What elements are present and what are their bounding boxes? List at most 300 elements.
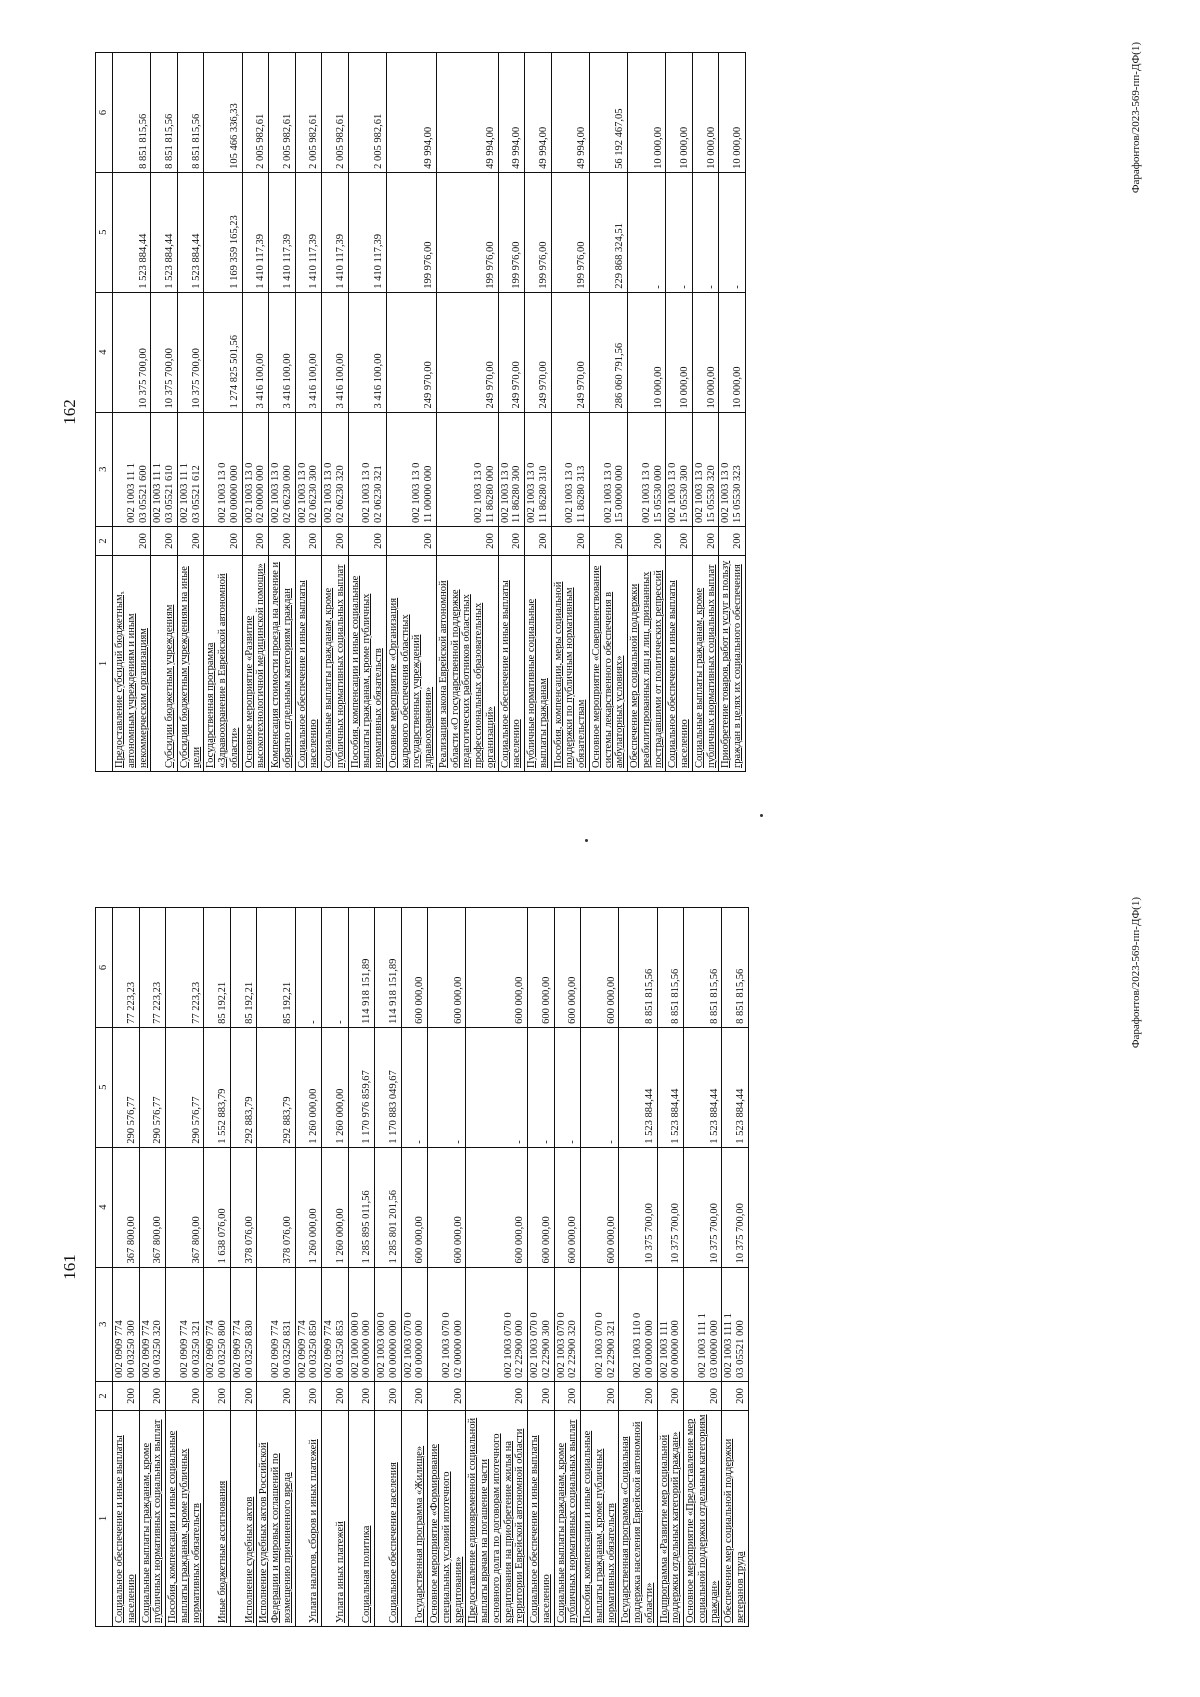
row-code-cell: 200	[436, 527, 498, 556]
row-amount-col4: 600 000,00	[554, 1147, 581, 1267]
row-amount-col5: 292 883,79	[257, 1027, 295, 1147]
table-row	[113, 53, 151, 772]
row-code-cell: 200	[151, 527, 178, 556]
row-code-cell: 200	[139, 1382, 166, 1411]
row-name-cell	[242, 555, 269, 771]
row-kbk-cell: 002 1003 13 0 15 05530 000	[628, 412, 666, 526]
table-row	[166, 908, 204, 1627]
row-amount-col4: 10 000,00	[666, 292, 693, 412]
row-amount-col5: 1 523 884,44	[684, 1027, 722, 1147]
row-name-text: Субсидии бюджетным учреждениям	[164, 604, 175, 768]
table-row	[554, 908, 581, 1627]
row-amount-col5: 1 410 117,39	[348, 172, 386, 292]
row-name-text: Социальные выплаты гражданам, кроме публичных нормативных социальных выплат	[555, 1419, 579, 1623]
row-name-cell	[348, 555, 386, 771]
row-amount-col4: 10 375 700,00	[657, 1147, 684, 1267]
table-row	[684, 908, 722, 1627]
row-name-text: Социальная политика	[361, 1525, 373, 1623]
row-name-text: Социальное обеспечение и иные выплаты населению	[499, 580, 523, 768]
row-kbk-cell: 002 1003 13 0 15 05530 320	[692, 412, 719, 526]
table-row	[295, 908, 322, 1627]
row-amount-col6: 85 192,21	[204, 908, 231, 1028]
row-kbk-cell: 002 0909 774 00 03250 853	[322, 1267, 349, 1381]
row-amount-col5: 199 976,00	[436, 172, 498, 292]
row-amount-col6: 2 005 982,61	[295, 53, 322, 173]
row-name-text: Предоставление субсидий бюджетным, автономным учреждениям и иным некоммерческим организациям	[114, 591, 149, 768]
row-amount-col5: 1 523 884,44	[151, 172, 178, 292]
row-amount-col5: -	[554, 1027, 581, 1147]
row-amount-col6: 2 005 982,61	[242, 53, 269, 173]
scan-speck	[760, 814, 763, 817]
page-number: 162	[60, 399, 79, 425]
row-name-text: Уплата иных платежей	[334, 1521, 346, 1623]
row-kbk-cell: 002 0909 774 00 03250 320	[139, 1267, 166, 1381]
row-name-cell	[628, 555, 666, 771]
row-amount-col4: 3 416 100,00	[242, 292, 269, 412]
table-row	[242, 53, 269, 772]
row-name-cell	[295, 555, 322, 771]
col-header-1: 1	[96, 1410, 113, 1626]
table-row	[257, 908, 295, 1627]
row-name-text: Обеспечение мер социальной поддержки ветеранов труда	[723, 1438, 746, 1623]
row-name-cell	[386, 555, 436, 771]
table-row	[436, 53, 498, 772]
row-name-cell	[657, 1410, 684, 1626]
row-name-cell	[139, 1410, 166, 1626]
row-amount-col5: -	[466, 1027, 528, 1147]
row-name-text: Основное мероприятие «Предоставление мер социальной поддержки отдельным категориям граждан»	[685, 1414, 720, 1623]
row-code-cell: 200	[401, 1382, 428, 1411]
row-amount-col6: 10 000,00	[692, 53, 719, 173]
row-amount-col6: 49 994,00	[551, 53, 589, 173]
table-row	[589, 53, 627, 772]
row-name-cell	[113, 1410, 140, 1626]
row-kbk-cell: 002 1003 13 0 02 06230 300	[295, 412, 322, 526]
table-row	[151, 53, 178, 772]
row-name-text: Социальное обеспечение населения	[387, 1462, 399, 1623]
row-code-cell: 200	[684, 1382, 722, 1411]
row-kbk-cell: 002 1003 13 0 15 05530 300	[666, 412, 693, 526]
row-code-cell: 200	[525, 527, 552, 556]
table-row	[719, 53, 746, 772]
row-amount-col4: 1 260 000,00	[322, 1147, 349, 1267]
table-row	[401, 908, 428, 1627]
row-name-cell	[257, 1410, 295, 1626]
table-row	[551, 53, 589, 772]
row-amount-col4: 249 970,00	[436, 292, 498, 412]
row-kbk-cell: 002 1003 111 00 00000 000	[657, 1267, 684, 1381]
row-amount-col4: 600 000,00	[528, 1147, 555, 1267]
col-header-4: 4	[96, 1147, 113, 1267]
row-name-cell	[684, 1410, 722, 1626]
row-code-cell: 200	[166, 1382, 204, 1411]
row-code-cell: 200	[113, 1382, 140, 1411]
row-amount-col6: -	[322, 908, 349, 1028]
row-amount-col5: 1 169 359 165,23	[204, 172, 242, 292]
table-row	[657, 908, 684, 1627]
row-amount-col4: 10 375 700,00	[684, 1147, 722, 1267]
row-name-text: Основное мероприятие «Совершенствование системы лекарственного обеспечения в амбулаторных условиях»	[590, 565, 626, 768]
table-row	[204, 908, 231, 1627]
row-name-cell	[295, 1410, 322, 1626]
row-name-cell	[525, 555, 552, 771]
row-code-cell: 200	[348, 1382, 375, 1411]
row-amount-col6: 10 000,00	[719, 53, 746, 173]
row-amount-col5: 1 410 117,39	[295, 172, 322, 292]
row-name-cell	[692, 555, 719, 771]
row-kbk-cell: 002 1003 070 0 02 22900 320	[554, 1267, 581, 1381]
row-code-cell: 200	[269, 527, 296, 556]
row-code-cell: 200	[428, 1382, 466, 1411]
row-name-text: Социальное обеспечение и иные выплаты населению	[114, 1435, 137, 1623]
table-row	[692, 53, 719, 772]
row-amount-col4: 3 416 100,00	[295, 292, 322, 412]
col-header-6: 6	[96, 908, 113, 1028]
row-amount-col4: 10 375 700,00	[113, 292, 151, 412]
table-row	[322, 53, 349, 772]
row-amount-col4: 367 800,00	[166, 1147, 204, 1267]
row-amount-col6: 2 005 982,61	[348, 53, 386, 173]
column-header-row	[96, 908, 113, 1627]
row-amount-col6: 8 851 815,56	[151, 53, 178, 173]
row-kbk-cell: 002 1003 13 0 11 00000 000	[386, 412, 436, 526]
row-code-cell: 200	[722, 1382, 749, 1411]
row-kbk-cell: 002 0909 774 00 03250 321	[166, 1267, 204, 1381]
row-name-cell	[177, 555, 204, 771]
table-row	[525, 53, 552, 772]
table-row	[386, 53, 436, 772]
row-name-text: Социальные выплаты гражданам, кроме публичных нормативных социальных выплат	[323, 564, 346, 768]
row-amount-col4: 600 000,00	[466, 1147, 528, 1267]
row-code-cell: 200	[692, 527, 719, 556]
page-162	[0, 12, 1200, 812]
row-amount-col6: 85 192,21	[230, 908, 257, 1028]
row-kbk-cell: 002 1003 070 0 02 22900 000	[466, 1267, 528, 1381]
table-row	[581, 908, 619, 1627]
row-name-text: Основное мероприятие «Развитие высокотехнологичной медицинской помощи»	[243, 563, 267, 768]
table-row	[295, 53, 322, 772]
row-amount-col6: 56 192 467,05	[589, 53, 627, 173]
row-amount-col4: 378 076,00	[230, 1147, 257, 1267]
row-code-cell: 200	[554, 1382, 581, 1411]
row-amount-col4: 249 970,00	[525, 292, 552, 412]
row-code-cell: 200	[204, 527, 242, 556]
row-amount-col6: 85 192,21	[257, 908, 295, 1028]
table-row	[139, 908, 166, 1627]
row-amount-col6: 600 000,00	[466, 908, 528, 1028]
row-name-text: Исполнение судебных актов Российской Федерации и мировых соглашений по возмещению причиненного вреда	[258, 1442, 293, 1623]
row-name-text: Основное мероприятие «Формирование специальных условий ипотечного кредитования»	[429, 1444, 464, 1623]
row-name-text: Реализация закона Еврейской автономной области «О государственной поддержке педагогических работников областных профессиональных образовательных организаций»	[437, 580, 496, 768]
table-row	[113, 908, 140, 1627]
row-amount-col4: 1 638 076,00	[204, 1147, 231, 1267]
col-header-3: 3	[96, 1267, 113, 1381]
col-header-1: 1	[96, 555, 113, 771]
row-amount-col4: 10 000,00	[692, 292, 719, 412]
row-name-text: Уплата налогов, сборов и иных платежей	[308, 1439, 320, 1623]
row-name-text: Публичные нормативные социальные выплаты гражданам	[526, 598, 549, 768]
row-name-text: Социальное обеспечение и иные выплаты населению	[529, 1435, 552, 1623]
row-amount-col6: 2 005 982,61	[269, 53, 296, 173]
row-name-text: Социальное обеспечение и иные выплаты населению	[667, 580, 690, 768]
row-name-text: Предоставление единовременной социальной выплаты врачам на погашение части основного долга по договорам ипотечного кредитования на приобретение жилья на территории Еврейской автономной области	[467, 1417, 526, 1623]
row-amount-col5: 199 976,00	[525, 172, 552, 292]
table-row	[177, 53, 204, 772]
row-amount-col6: 10 000,00	[666, 53, 693, 173]
row-name-cell	[619, 1410, 657, 1626]
row-code-cell: 200	[375, 1382, 402, 1411]
row-amount-col5: 199 976,00	[551, 172, 589, 292]
row-kbk-cell: 002 1003 13 0 11 86280 300	[498, 412, 525, 526]
row-name-text: Исполнение судебных актов	[243, 1496, 255, 1623]
row-name-text: Приобретение товаров, работ и услуг в пользу граждан в целях их социального обеспечения	[720, 560, 743, 768]
table-row	[498, 53, 525, 772]
row-amount-col6: 8 851 815,56	[722, 908, 749, 1028]
row-amount-col5: -	[628, 172, 666, 292]
row-name-cell	[498, 555, 525, 771]
row-amount-col5: 1 260 000,00	[295, 1027, 322, 1147]
row-amount-col6: 49 994,00	[436, 53, 498, 173]
row-amount-col6: 8 851 815,56	[684, 908, 722, 1028]
row-amount-col4: 1 260 000,00	[295, 1147, 322, 1267]
row-kbk-cell: 002 1003 11 1 03 05521 610	[151, 412, 178, 526]
row-kbk-cell: 002 1003 070 0 02 22900 300	[528, 1267, 555, 1381]
row-name-text: Пособия, компенсации и иные социальные выплаты гражданам, кроме публичных нормативных обязательств	[582, 1430, 617, 1623]
row-amount-col4: 378 076,00	[257, 1147, 295, 1267]
col-header-3: 3	[96, 412, 113, 526]
row-amount-col4: 600 000,00	[401, 1147, 428, 1267]
row-amount-col4: 367 800,00	[113, 1147, 140, 1267]
table-row	[619, 908, 657, 1627]
table-body	[113, 908, 749, 1627]
table-row	[269, 53, 296, 772]
row-amount-col5: 199 976,00	[498, 172, 525, 292]
table-row	[204, 53, 242, 772]
row-amount-col5: 290 576,77	[166, 1027, 204, 1147]
footer-code: Фарафонтов/2023-569-пп-ДФ(1)	[1130, 42, 1142, 194]
table-row	[348, 53, 386, 772]
row-code-cell: 200	[619, 1382, 657, 1411]
row-amount-col5: 1 523 884,44	[657, 1027, 684, 1147]
table-row	[666, 53, 693, 772]
row-kbk-cell: 002 1003 111 1 03 05521 000	[722, 1267, 749, 1381]
row-amount-col4: 249 970,00	[498, 292, 525, 412]
row-amount-col5: -	[581, 1027, 619, 1147]
row-code-cell: 200	[719, 527, 746, 556]
row-amount-col6: 49 994,00	[386, 53, 436, 173]
row-kbk-cell: 002 1003 111 1 03 00000 000	[684, 1267, 722, 1381]
scan-speck	[585, 839, 588, 842]
row-kbk-cell: 002 1003 13 0 02 00000 000	[242, 412, 269, 526]
row-amount-col5: 1 552 883,79	[204, 1027, 231, 1147]
table-row	[628, 53, 666, 772]
row-amount-col4: 10 000,00	[628, 292, 666, 412]
row-amount-col6: 77 223,23	[139, 908, 166, 1028]
row-name-cell	[722, 1410, 749, 1626]
row-amount-col6: 77 223,23	[113, 908, 140, 1028]
row-code-cell: 200	[322, 527, 349, 556]
row-code-cell: 200	[113, 527, 151, 556]
row-amount-col4: 249 970,00	[551, 292, 589, 412]
row-name-text: Государственная программа «Жилище»	[414, 1445, 426, 1623]
row-name-text: Компенсация стоимости проезда на лечение и обратно отдельным категориям граждан	[270, 561, 293, 768]
row-amount-col4: 1 285 895 011,56	[348, 1147, 375, 1267]
row-amount-col6: 10 000,00	[628, 53, 666, 173]
row-amount-col6: 49 994,00	[498, 53, 525, 173]
table-body	[113, 53, 746, 772]
row-kbk-cell: 002 0909 774 00 03250 800	[204, 1267, 231, 1381]
row-name-text: Государственная программа «Здравоохранение в Еврейской автономной области»	[205, 573, 240, 768]
row-name-cell	[428, 1410, 466, 1626]
row-amount-col6: 600 000,00	[554, 908, 581, 1028]
table-row	[230, 908, 257, 1627]
row-name-cell	[113, 555, 151, 771]
footer-code: Фарафонтов/2023-569-пп-ДФ(1)	[1130, 897, 1142, 1049]
row-amount-col4: 10 000,00	[719, 292, 746, 412]
row-amount-col6: 49 994,00	[525, 53, 552, 173]
row-amount-col6: 600 000,00	[401, 908, 428, 1028]
row-kbk-cell: 002 1003 13 0 02 06230 000	[269, 412, 296, 526]
row-name-cell	[204, 555, 242, 771]
row-amount-col5: 292 883,79	[230, 1027, 257, 1147]
row-kbk-cell: 002 1003 13 0 15 05530 323	[719, 412, 746, 526]
table-row	[375, 908, 402, 1627]
row-amount-col6: 114 918 151,89	[375, 908, 402, 1028]
row-amount-col5: -	[401, 1027, 428, 1147]
row-name-cell	[466, 1410, 528, 1626]
row-amount-col4: 600 000,00	[581, 1147, 619, 1267]
row-code-cell: 200	[666, 527, 693, 556]
table-row	[322, 908, 349, 1627]
row-code-cell: 200	[204, 1382, 231, 1411]
row-amount-col4: 1 274 825 501,56	[204, 292, 242, 412]
row-code-cell: 200	[257, 1382, 295, 1411]
row-amount-col5: -	[528, 1027, 555, 1147]
row-amount-col5: 199 976,00	[386, 172, 436, 292]
budget-table	[95, 907, 749, 1627]
row-name-cell	[151, 555, 178, 771]
row-amount-col6: 8 851 815,56	[177, 53, 204, 173]
row-kbk-cell: 002 1003 110 0 00 00000 000	[619, 1267, 657, 1381]
row-amount-col4: 3 416 100,00	[322, 292, 349, 412]
row-name-text: Иные бюджетные ассигнования	[217, 1480, 228, 1623]
row-name-text: Социальное обеспечение и иные выплаты населению	[296, 580, 320, 768]
row-amount-col5: 1 523 884,44	[177, 172, 204, 292]
row-kbk-cell: 002 1003 13 0 15 00000 000	[589, 412, 627, 526]
row-amount-col4: 249 970,00	[386, 292, 436, 412]
row-name-cell	[554, 1410, 581, 1626]
row-name-cell	[322, 555, 349, 771]
row-code-cell: 200	[551, 527, 589, 556]
row-amount-col5: 290 576,77	[139, 1027, 166, 1147]
row-code-cell: 200	[581, 1382, 619, 1411]
row-name-cell	[436, 555, 498, 771]
row-kbk-cell: 002 1003 13 0 02 06230 320	[322, 412, 349, 526]
row-kbk-cell: 002 0909 774 00 03250 300	[113, 1267, 140, 1381]
col-header-2: 2	[96, 527, 113, 556]
row-name-cell	[375, 1410, 402, 1626]
row-kbk-cell: 002 1003 11 1 03 05521 612	[177, 412, 204, 526]
row-kbk-cell: 002 1003 070 0 00 00000 000	[401, 1267, 428, 1381]
row-name-cell	[322, 1410, 349, 1626]
table-row	[348, 908, 375, 1627]
row-code-cell: 200	[230, 1382, 257, 1411]
row-name-text: Пособия, компенсации, меры социальной поддержки по публичным нормативным обязательствам	[552, 581, 587, 768]
row-name-cell	[719, 555, 746, 771]
row-amount-col6: 8 851 815,56	[657, 908, 684, 1028]
row-amount-col5: 290 576,77	[113, 1027, 140, 1147]
page-number: 161	[60, 1254, 79, 1280]
row-kbk-cell: 002 1003 13 0 11 86280 310	[525, 412, 552, 526]
row-amount-col6: 105 466 336,33	[204, 53, 242, 173]
row-amount-col4: 3 416 100,00	[269, 292, 296, 412]
row-kbk-cell: 002 0909 774 00 03250 850	[295, 1267, 322, 1381]
col-header-5: 5	[96, 1027, 113, 1147]
row-kbk-cell: 002 1003 11 1 03 05521 600	[113, 412, 151, 526]
row-amount-col4: 286 060 791,56	[589, 292, 627, 412]
row-amount-col5: 229 868 324,51	[589, 172, 627, 292]
row-name-text: Подпрограмма «Развитие мер социальной поддержки отдельных категорий граждан»	[658, 1431, 682, 1623]
row-name-cell	[666, 555, 693, 771]
row-amount-col5: 1 523 884,44	[619, 1027, 657, 1147]
row-name-text: Субсидии бюджетным учреждениям на иные цели	[178, 566, 202, 768]
row-amount-col6: 114 918 151,89	[348, 908, 375, 1028]
row-name-cell	[166, 1410, 204, 1626]
row-name-cell	[551, 555, 589, 771]
row-kbk-cell: 002 1003 13 0 00 00000 000	[204, 412, 242, 526]
row-amount-col5: 1 410 117,39	[269, 172, 296, 292]
row-kbk-cell: 002 1003 13 0 11 86280 000	[436, 412, 498, 526]
page-161	[0, 867, 1200, 1667]
col-header-6: 6	[96, 53, 113, 173]
row-amount-col6: 600 000,00	[581, 908, 619, 1028]
row-name-text: Социальные выплаты гражданам, кроме публичных нормативных социальных выплат	[140, 1419, 164, 1623]
column-header-row	[96, 53, 113, 772]
row-amount-col4: 600 000,00	[428, 1147, 466, 1267]
row-kbk-cell: 002 1003 070 0 02 22900 321	[581, 1267, 619, 1381]
row-name-cell	[589, 555, 627, 771]
row-amount-col4: 10 375 700,00	[722, 1147, 749, 1267]
row-amount-col4: 10 375 700,00	[619, 1147, 657, 1267]
row-code-cell: 200	[628, 527, 666, 556]
row-name-text: Социальные выплаты гражданам, кроме публичных нормативных социальных выплат	[693, 564, 717, 768]
budget-table	[95, 52, 746, 772]
row-amount-col5: 1 410 117,39	[322, 172, 349, 292]
row-amount-col6: 8 851 815,56	[619, 908, 657, 1028]
row-amount-col5: -	[666, 172, 693, 292]
row-amount-col4: 367 800,00	[139, 1147, 166, 1267]
row-amount-col4: 10 375 700,00	[151, 292, 178, 412]
row-amount-col6: 77 223,23	[166, 908, 204, 1028]
row-amount-col5: -	[719, 172, 746, 292]
row-amount-col6: 600 000,00	[428, 908, 466, 1028]
row-amount-col6: -	[295, 908, 322, 1028]
row-amount-col5: 1 410 117,39	[242, 172, 269, 292]
row-kbk-cell: 002 1003 070 0 02 00000 000	[428, 1267, 466, 1381]
row-kbk-cell: 002 1003 13 0 02 06230 321	[348, 412, 386, 526]
row-code-cell: 200	[386, 527, 436, 556]
row-amount-col6: 8 851 815,56	[113, 53, 151, 173]
row-kbk-cell: 002 1003 000 0 00 00000 000	[375, 1267, 402, 1381]
col-header-2: 2	[96, 1382, 113, 1411]
table-row	[466, 908, 528, 1627]
row-amount-col5: 1 523 884,44	[113, 172, 151, 292]
table-row	[428, 908, 466, 1627]
row-amount-col5: -	[692, 172, 719, 292]
row-amount-col4: 1 285 801 201,56	[375, 1147, 402, 1267]
row-code-cell: 200	[295, 527, 322, 556]
row-code-cell: 200	[528, 1382, 555, 1411]
